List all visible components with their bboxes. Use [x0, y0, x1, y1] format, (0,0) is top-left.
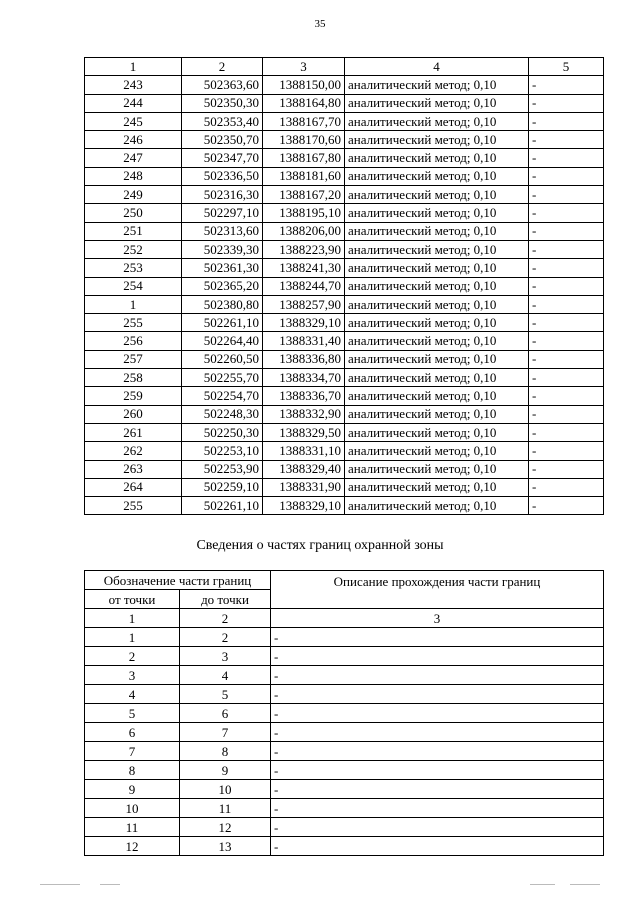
coord-x: 502353,40: [182, 112, 263, 130]
coord-y: 1388332,90: [263, 405, 345, 423]
point-number: 243: [85, 76, 182, 94]
coord-y: 1388329,10: [263, 314, 345, 332]
to-point: 11: [180, 799, 271, 818]
table-row: [85, 497, 604, 515]
point-number: 253: [85, 259, 182, 277]
note: -: [529, 131, 604, 149]
table-row: [85, 818, 604, 837]
coord-x: 502250,30: [182, 423, 263, 441]
table-row: [85, 761, 604, 780]
to-point: 4: [180, 666, 271, 685]
table-row: [85, 149, 604, 167]
col-header-3: 3: [263, 58, 345, 76]
coord-y: 1388170,60: [263, 131, 345, 149]
to-point: 5: [180, 685, 271, 704]
coord-y: 1388164,80: [263, 94, 345, 112]
table-row: [85, 222, 604, 240]
method-accuracy: аналитический метод; 0,10: [345, 204, 529, 222]
coord-x: 502248,30: [182, 405, 263, 423]
note: -: [529, 222, 604, 240]
point-number: 250: [85, 204, 182, 222]
note: -: [529, 240, 604, 258]
boundary-description: -: [271, 647, 604, 666]
boundary-description: -: [271, 685, 604, 704]
point-number: 255: [85, 497, 182, 515]
point-number: 256: [85, 332, 182, 350]
from-point: 9: [85, 780, 180, 799]
scan-footer-marks: [40, 884, 600, 888]
to-point: 8: [180, 742, 271, 761]
method-accuracy: аналитический метод; 0,10: [345, 460, 529, 478]
coord-x: 502336,50: [182, 167, 263, 185]
coord-x: 502264,40: [182, 332, 263, 350]
note: -: [529, 167, 604, 185]
to-point: 6: [180, 704, 271, 723]
method-accuracy: аналитический метод; 0,10: [345, 259, 529, 277]
boundary-description: -: [271, 742, 604, 761]
method-accuracy: аналитический метод; 0,10: [345, 332, 529, 350]
table-row: [85, 314, 604, 332]
from-point: 11: [85, 818, 180, 837]
note: -: [529, 186, 604, 204]
from-point: 8: [85, 761, 180, 780]
coord-y: 1388181,60: [263, 167, 345, 185]
point-number: 254: [85, 277, 182, 295]
point-number: 245: [85, 112, 182, 130]
method-accuracy: аналитический метод; 0,10: [345, 112, 529, 130]
coord-y: 1388167,80: [263, 149, 345, 167]
page-number: 35: [314, 18, 326, 30]
method-accuracy: аналитический метод; 0,10: [345, 369, 529, 387]
coord-y: 1388329,10: [263, 497, 345, 515]
note: -: [529, 314, 604, 332]
point-number: 249: [85, 186, 182, 204]
from-point: 7: [85, 742, 180, 761]
coord-x: 502313,60: [182, 222, 263, 240]
coord-x: 502254,70: [182, 387, 263, 405]
col-header-1: 1: [85, 58, 182, 76]
coord-x: 502259,10: [182, 478, 263, 496]
method-accuracy: аналитический метод; 0,10: [345, 186, 529, 204]
table-row: [85, 94, 604, 112]
coord-y: 1388257,90: [263, 295, 345, 313]
note: -: [529, 295, 604, 313]
coord-y: 1388331,10: [263, 442, 345, 460]
to-point: 9: [180, 761, 271, 780]
table-row: [85, 704, 604, 723]
col-header-2: 2: [182, 58, 263, 76]
table-row: [85, 423, 604, 441]
coord-y: 1388167,70: [263, 112, 345, 130]
method-accuracy: аналитический метод; 0,10: [345, 131, 529, 149]
coordinates-header-row: [85, 58, 604, 76]
coord-y: 1388331,90: [263, 478, 345, 496]
coord-x: 502347,70: [182, 149, 263, 167]
note: -: [529, 460, 604, 478]
note: -: [529, 423, 604, 441]
boundary-description: -: [271, 666, 604, 685]
coord-x: 502339,30: [182, 240, 263, 258]
coord-y: 1388195,10: [263, 204, 345, 222]
table-row: [85, 478, 604, 496]
note: -: [529, 332, 604, 350]
to-point: 7: [180, 723, 271, 742]
col-header-4: 4: [345, 58, 529, 76]
coord-x: 502260,50: [182, 350, 263, 368]
from-point: 2: [85, 647, 180, 666]
point-number: 262: [85, 442, 182, 460]
coord-y: 1388336,80: [263, 350, 345, 368]
coord-x: 502365,20: [182, 277, 263, 295]
boundary-parts-table: [84, 570, 604, 856]
coord-x: 502297,10: [182, 204, 263, 222]
boundary-description: -: [271, 818, 604, 837]
boundary-description: -: [271, 628, 604, 647]
note: -: [529, 112, 604, 130]
coord-y: 1388206,00: [263, 222, 345, 240]
method-accuracy: аналитический метод; 0,10: [345, 423, 529, 441]
to-point: 12: [180, 818, 271, 837]
section-title: Сведения о частях границ охранной зоны: [196, 538, 444, 553]
parts-column-numbers-row: [85, 609, 604, 628]
point-number: 258: [85, 369, 182, 387]
note: -: [529, 405, 604, 423]
from-point: 5: [85, 704, 180, 723]
parts-col-number-3: 3: [271, 609, 604, 628]
from-point: 6: [85, 723, 180, 742]
table-row: [85, 799, 604, 818]
to-point: 13: [180, 837, 271, 856]
method-accuracy: аналитический метод; 0,10: [345, 167, 529, 185]
method-accuracy: аналитический метод; 0,10: [345, 405, 529, 423]
point-number: 263: [85, 460, 182, 478]
coord-x: 502363,60: [182, 76, 263, 94]
boundary-description: -: [271, 761, 604, 780]
point-number: 261: [85, 423, 182, 441]
coord-x: 502316,30: [182, 186, 263, 204]
point-number: 247: [85, 149, 182, 167]
table-row: [85, 112, 604, 130]
coord-x: 502350,70: [182, 131, 263, 149]
coord-y: 1388336,70: [263, 387, 345, 405]
coord-y: 1388167,20: [263, 186, 345, 204]
note: -: [529, 76, 604, 94]
table-row: [85, 277, 604, 295]
table-row: [85, 240, 604, 258]
boundary-description: -: [271, 780, 604, 799]
table-row: [85, 295, 604, 313]
table-row: [85, 186, 604, 204]
from-point: 4: [85, 685, 180, 704]
table-row: [85, 666, 604, 685]
table-row: [85, 405, 604, 423]
parts-col-number-1: 1: [85, 609, 180, 628]
point-number: 252: [85, 240, 182, 258]
method-accuracy: аналитический метод; 0,10: [345, 76, 529, 94]
point-number: 251: [85, 222, 182, 240]
method-accuracy: аналитический метод; 0,10: [345, 222, 529, 240]
to-point: 10: [180, 780, 271, 799]
point-number: 257: [85, 350, 182, 368]
coord-x: 502350,30: [182, 94, 263, 112]
header-description: Описание прохождения части границ: [271, 571, 604, 609]
coord-y: 1388223,90: [263, 240, 345, 258]
parts-col-number-2: 2: [180, 609, 271, 628]
boundary-description: -: [271, 837, 604, 856]
from-point: 3: [85, 666, 180, 685]
boundary-description: -: [271, 704, 604, 723]
coord-x: 502253,10: [182, 442, 263, 460]
header-to-point: до точки: [180, 590, 271, 609]
col-header-5: 5: [529, 58, 604, 76]
point-number: 260: [85, 405, 182, 423]
coord-y: 1388244,70: [263, 277, 345, 295]
note: -: [529, 277, 604, 295]
method-accuracy: аналитический метод; 0,10: [345, 442, 529, 460]
note: -: [529, 94, 604, 112]
coord-y: 1388334,70: [263, 369, 345, 387]
method-accuracy: аналитический метод; 0,10: [345, 350, 529, 368]
table-row: [85, 76, 604, 94]
point-number: 259: [85, 387, 182, 405]
coord-y: 1388329,50: [263, 423, 345, 441]
point-number: 246: [85, 131, 182, 149]
table-row: [85, 442, 604, 460]
coord-x: 502361,30: [182, 259, 263, 277]
boundary-description: -: [271, 799, 604, 818]
table-row: [85, 167, 604, 185]
note: -: [529, 478, 604, 496]
table-row: [85, 837, 604, 856]
coord-x: 502261,10: [182, 314, 263, 332]
coord-y: 1388241,30: [263, 259, 345, 277]
coord-x: 502255,70: [182, 369, 263, 387]
table-row: [85, 780, 604, 799]
coord-x: 502253,90: [182, 460, 263, 478]
table-row: [85, 647, 604, 666]
from-point: 1: [85, 628, 180, 647]
point-number: 1: [85, 295, 182, 313]
table-row: [85, 204, 604, 222]
point-number: 255: [85, 314, 182, 332]
table-row: [85, 685, 604, 704]
point-number: 264: [85, 478, 182, 496]
method-accuracy: аналитический метод; 0,10: [345, 149, 529, 167]
header-from-point: от точки: [85, 590, 180, 609]
note: -: [529, 350, 604, 368]
note: -: [529, 149, 604, 167]
note: -: [529, 387, 604, 405]
from-point: 12: [85, 837, 180, 856]
note: -: [529, 497, 604, 515]
table-row: [85, 369, 604, 387]
coord-y: 1388331,40: [263, 332, 345, 350]
method-accuracy: аналитический метод; 0,10: [345, 478, 529, 496]
header-boundary-part: Обозначение части границ: [85, 571, 271, 590]
parts-header-row-1: [85, 571, 604, 590]
table-row: [85, 460, 604, 478]
coord-x: 502261,10: [182, 497, 263, 515]
note: -: [529, 369, 604, 387]
table-row: [85, 723, 604, 742]
method-accuracy: аналитический метод; 0,10: [345, 94, 529, 112]
method-accuracy: аналитический метод; 0,10: [345, 295, 529, 313]
from-point: 10: [85, 799, 180, 818]
coordinates-table: [84, 57, 604, 515]
coord-y: 1388150,00: [263, 76, 345, 94]
point-number: 244: [85, 94, 182, 112]
table-row: [85, 628, 604, 647]
table-row: [85, 332, 604, 350]
to-point: 2: [180, 628, 271, 647]
point-number: 248: [85, 167, 182, 185]
table-row: [85, 742, 604, 761]
method-accuracy: аналитический метод; 0,10: [345, 240, 529, 258]
table-row: [85, 387, 604, 405]
boundary-description: -: [271, 723, 604, 742]
note: -: [529, 259, 604, 277]
method-accuracy: аналитический метод; 0,10: [345, 497, 529, 515]
method-accuracy: аналитический метод; 0,10: [345, 277, 529, 295]
method-accuracy: аналитический метод; 0,10: [345, 314, 529, 332]
note: -: [529, 442, 604, 460]
table-row: [85, 350, 604, 368]
coord-y: 1388329,40: [263, 460, 345, 478]
coord-x: 502380,80: [182, 295, 263, 313]
table-row: [85, 259, 604, 277]
to-point: 3: [180, 647, 271, 666]
note: -: [529, 204, 604, 222]
method-accuracy: аналитический метод; 0,10: [345, 387, 529, 405]
table-row: [85, 131, 604, 149]
